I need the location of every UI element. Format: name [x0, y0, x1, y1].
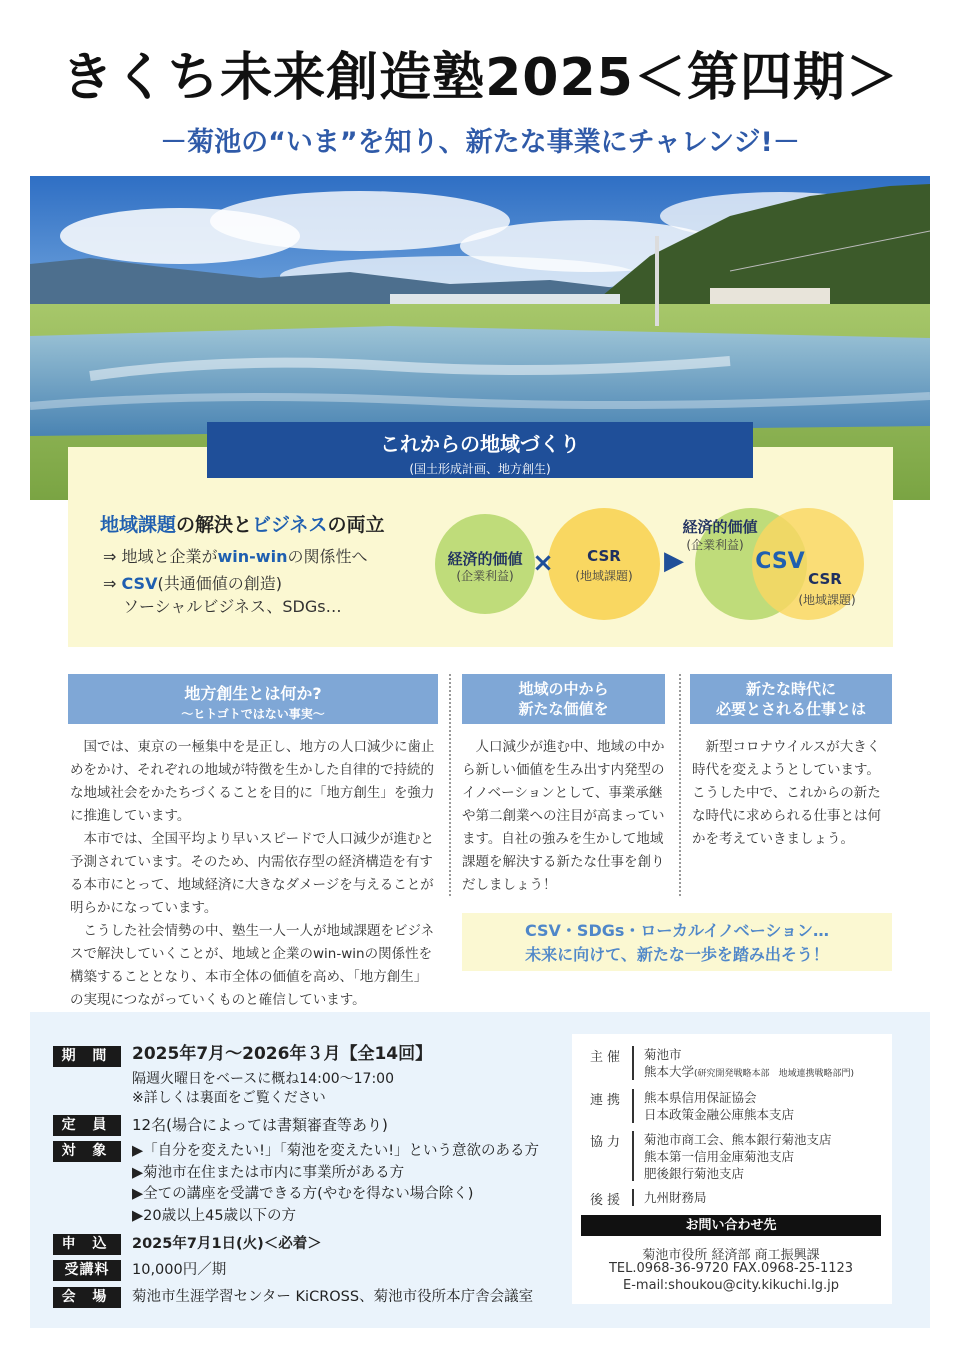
coop-item: 熊本県信用保証協会 — [644, 1090, 757, 1105]
capacity-label: 定 員 — [53, 1115, 121, 1136]
csv-label: CSV — [755, 549, 805, 574]
assist-item: 熊本第一信用金庫菊池支店 — [644, 1149, 795, 1164]
coop-values — [644, 1089, 794, 1123]
host-label: 主催 — [590, 1050, 625, 1065]
org-divider-line — [632, 1089, 634, 1123]
heading-part-region: 地域課題 — [100, 514, 177, 536]
fee-value: 10,000円／期 — [132, 1262, 227, 1278]
heading-part-business: ビジネス — [252, 514, 328, 536]
capacity-value: 12名(場合によっては書類審査等あり) — [132, 1116, 388, 1134]
heading-part-solution: の解決と — [176, 514, 253, 536]
section1-body — [70, 736, 438, 1012]
support-value: 九州財務局 — [644, 1190, 707, 1205]
org-divider-line — [632, 1131, 634, 1181]
venue-label: 会 場 — [53, 1287, 121, 1308]
host-name: 熊本大学 — [644, 1064, 695, 1079]
period-value: 2025年7月～2026年３月【全14回】 — [132, 1044, 433, 1064]
bullet-suffix: (共通価値の創造) — [157, 574, 282, 593]
section1-paragraph: 国では、東京の一極集中を是正し、地方の人口減少に歯止めをかけ、それぞれの地域が特徴を生かした自律的で持続的な地域社会をかたちづくることを目的に「地方創生」を強力に推進しています。 — [70, 739, 435, 824]
host-item: 菊池市 — [644, 1047, 682, 1062]
fee-label: 受講料 — [53, 1260, 121, 1281]
assist-item: 菊池市商工会、熊本銀行菊池支店 — [644, 1132, 832, 1147]
csv-callout — [462, 913, 892, 971]
section2-body: 人口減少が進む中、地域の中から新しい価値を生み出す内発型のイノベーションとして、事業承継や第二創業への注目が高まっています。自社の強みを生かして地域課題を解決する新たな仕事を創りだしましょう！ — [462, 739, 665, 893]
section-new-jobs-header — [690, 674, 892, 724]
target-item: ▶「自分を変えたい!」「菊池を変えたい!」という意欲のある方 — [132, 1143, 540, 1159]
target-list — [132, 1141, 539, 1227]
section1-paragraph: こうした社会情勢の中、塾生一人一人が地域課題をビジネスで解決していくことが、地域と企業のwin-winの関係性を構築することとなり、本市全体の価値を高め、「地方創生」の実現につながっていくものと確信しています。 — [70, 923, 435, 1008]
section2-title-line2: 新たな価値を — [518, 700, 609, 718]
apply-label: 申 込 — [53, 1234, 121, 1255]
econ-value-label: 経済的価値 — [447, 550, 523, 568]
assist-label: 協力 — [590, 1135, 625, 1150]
section-new-value-header — [462, 674, 665, 724]
concept-banner — [207, 422, 753, 478]
banner-subtitle: (国土形成計画、地方創生) — [409, 462, 551, 476]
assist-item: 肥後銀行菊池支店 — [644, 1166, 745, 1181]
bullet-social-business: ソーシャルビジネス、SDGs… — [123, 597, 342, 616]
section1-subtitle: ～ヒトゴトではない事実～ — [181, 707, 325, 721]
assist-values — [644, 1131, 832, 1182]
heading-part-balance: の両立 — [327, 514, 385, 536]
target-item: ▶全ての講座を受講できる方(やむを得ない場合除く) — [132, 1186, 474, 1202]
arrow-right-icon: ▶ — [664, 546, 684, 576]
target-item: ▶20歳以上45歳以下の方 — [132, 1207, 297, 1224]
contact-phone: TEL.0968-36-9720 FAX.0968-25-1123 — [608, 1261, 854, 1276]
host-item — [644, 1063, 854, 1083]
csr-label: CSR — [587, 547, 621, 565]
org-divider-line — [632, 1046, 634, 1080]
support-label: 後援 — [590, 1193, 625, 1208]
csr-sub: (地域課題) — [575, 569, 633, 583]
bullet-prefix: ⇒ — [103, 574, 122, 593]
apply-value: 2025年7月1日(火)＜必着＞ — [132, 1236, 322, 1252]
section1-paragraph: 本市では、全国平均より早いスピードで人口減少が進むと予測されています。そのため、内需依存型の経済構造を有する本市にとって、地域経済に大きなダメージを与えることが明らかになっています。 — [70, 831, 434, 916]
target-label: 対 象 — [53, 1141, 121, 1162]
section2-title-line1: 地域の中から — [518, 680, 609, 698]
venue-value: 菊池市生涯学習センター KiCROSS、菊池市役所本庁舎会議室 — [132, 1289, 534, 1305]
bullet-csv — [103, 573, 282, 595]
econ-value-sub-2: (企業利益) — [686, 538, 744, 552]
csv-callout-line2: 未来に向けて、新たな一歩を踏み出そう！ — [525, 945, 829, 964]
bullet-prefix: ⇒ 地域と企業が — [103, 547, 218, 566]
coop-item: 日本政策金融公庫熊本支店 — [644, 1107, 795, 1122]
section-divider — [449, 674, 451, 896]
contact-header: お問い合わせ先 — [581, 1215, 881, 1236]
host-values — [644, 1046, 854, 1083]
econ-value-label-2: 経済的価値 — [682, 518, 758, 536]
times-icon: × — [532, 548, 554, 578]
econ-value-sub: (企業利益) — [456, 569, 514, 583]
org-divider-line — [632, 1189, 634, 1206]
host-note: (研究開発戦略本部 地域連携戦略部門) — [694, 1069, 855, 1079]
period-label: 期 間 — [53, 1046, 121, 1067]
page-subtitle: －菊池の“いま”を知り、新たな事業にチャレンジ!－ — [160, 127, 800, 158]
period-note: 隔週火曜日をベースに概ね14:00～17:00 — [132, 1071, 394, 1087]
bullet-suffix: の関係性へ — [287, 547, 368, 566]
contact-office: 菊池市役所 経済部 商工振興課 — [642, 1248, 820, 1263]
coop-label: 連携 — [590, 1093, 625, 1108]
section3-body: 新型コロナウイルスが大きく時代を変えようとしています。こうした中で、これからの新たな時代に求められる仕事とは何かを考えていきましょう。 — [692, 739, 881, 847]
section1-title: 地方創生とは何か? — [184, 684, 322, 703]
section-regional-revitalization-header — [68, 674, 438, 724]
concept-heading — [100, 510, 384, 537]
section3-title-line2: 必要とされる仕事とは — [715, 700, 866, 718]
banner-title: これからの地域づくり — [380, 432, 580, 456]
section3-title-line1: 新たな時代に — [745, 680, 836, 698]
page-title: きくち未来創造塾2025＜第四期＞ — [61, 48, 899, 108]
bullet-win-win — [103, 546, 367, 568]
section-divider — [679, 674, 681, 896]
bullet-strong: win-win — [217, 547, 288, 566]
csr-label-2: CSR — [808, 570, 842, 588]
target-item: ▶菊池市在住または市内に事業所がある方 — [132, 1164, 405, 1181]
period-note: ※詳しくは裏面をご覧ください — [132, 1090, 326, 1106]
csr-sub-2: (地域課題) — [798, 593, 856, 607]
csv-callout-line1: CSV・SDGs・ローカルイノベーション… — [524, 921, 830, 940]
contact-email[interactable]: E-mail:shoukou@city.kikuchi.lg.jp — [623, 1278, 839, 1293]
bullet-strong: CSV — [121, 574, 158, 593]
